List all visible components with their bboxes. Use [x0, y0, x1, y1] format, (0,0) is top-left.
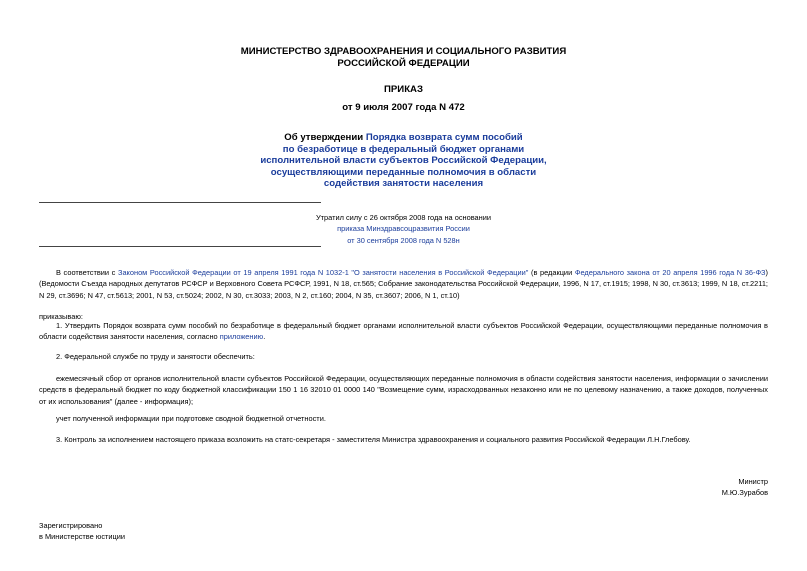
ministry-title-line1: МИНИСТЕРСТВО ЗДРАВООХРАНЕНИЯ И СОЦИАЛЬНОГО РАЗВИТИЯ: [240, 46, 567, 57]
subject-prefix: Об утверждении: [284, 132, 366, 143]
repeal-order-link-date[interactable]: от 30 сентября 2008 года N 528н: [347, 235, 460, 245]
item-2-accounting-text: учет полученной информации при подготовке сводной бюджетной отчетности.: [56, 414, 326, 423]
ministry-title-line2: РОССИЙСКОЙ ФЕДЕРАЦИИ: [337, 57, 470, 69]
appendix-link[interactable]: приложению: [219, 332, 264, 342]
paragraph-item-2-monthly: [39, 373, 768, 407]
subject-link-line4[interactable]: осуществляющими переданные полномочия в области: [270, 166, 537, 178]
paragraph-item-1: [39, 320, 768, 343]
item-2-text: 2. Федеральной службе по труду и занятости обеспечить:: [56, 352, 255, 361]
item-1-text-end: .: [263, 332, 266, 342]
divider-bottom: [39, 246, 321, 247]
paragraph-item-3: [39, 434, 768, 445]
paragraph-order-word: приказываю:: [39, 312, 83, 321]
repeal-order-link[interactable]: приказа Минздравсоцразвития России: [337, 224, 470, 234]
registration-block: [39, 520, 125, 543]
registration-line1: Зарегистрировано: [39, 521, 103, 530]
document-type: ПРИКАЗ: [384, 84, 423, 95]
item-1-text: 1. Утвердить Порядок возврата сумм пособий по безработице в федеральный бюджет органами исполнительной власти субъектов Российской Федерации, осуществляющими переданные полномочия в области содействия занятости населения, согласно: [39, 321, 768, 342]
legal-basis-text-start: В соответствии с: [56, 268, 118, 277]
document-date-number: от 9 июля 2007 года N 472: [342, 102, 465, 113]
signature-name: М.Ю.Зурабов: [721, 488, 768, 498]
divider-top: [39, 202, 321, 203]
subject-link-line3[interactable]: исполнительной власти субъектов Российской Федерации,: [260, 155, 547, 166]
legal-basis-text-end: ) (Ведомости Съезда народных депутатов РСФСР и Верховного Совета РСФСР, 1991, N 18, ст.565; Собрание законодательства Российской Федерации, 1996, N 17, ст.1915; 1998, N 30, ст.3613; 1999, N 18, ст.2211; N 29, ст.3696; N 47, ст.5613; 2001, N 53, ст.5024; 2002, N 30, ст.3033; 2003, N 2, ст.160; 2004, N 35, ст.3607; 2006, N 1, ст.10): [39, 268, 768, 300]
registration-line2: в Министерстве юстиции: [39, 532, 126, 542]
ministry-title: [0, 46, 807, 69]
document-subject: [0, 132, 807, 190]
employment-law-link[interactable]: Законом Российской Федерации от 19 апреля 1991 года N 1032-1 "О занятости населения в Российской Федерации": [117, 268, 529, 277]
repeal-notice-text: Утратил силу с 26 октября 2008 года на основании: [315, 213, 492, 222]
paragraph-item-2: [39, 351, 768, 362]
legal-basis-text-mid: (в редакции: [528, 268, 575, 277]
signature-block: [722, 476, 768, 499]
signature-title: Министр: [738, 477, 768, 486]
item-2-monthly-text: ежемесячный сбор от органов исполнительной власти субъектов Российской Федерации, осуществляющих переданные полномочия в области содействия занятости населения, информации о зачислении средств в федеральный бюджет по коду бюджетной классификации 150 1 16 32010 01 0000 140 "Возмещение сумм, израсходованных незаконно или не по целевому назначению, а также доходов, полученных от их использования" (далее - информация);: [39, 374, 768, 406]
subject-procedure-link[interactable]: Порядка возврата сумм пособий: [365, 132, 523, 143]
repeal-notice: [0, 212, 807, 246]
subject-link-line5[interactable]: содействия занятости населения: [323, 178, 484, 189]
paragraph-legal-basis: [39, 267, 768, 301]
federal-law-36fz-link[interactable]: Федерального закона от 20 апреля 1996 года N 36-ФЗ: [574, 268, 766, 277]
subject-link-line2[interactable]: по безработице в федеральный бюджет органами: [282, 143, 525, 155]
paragraph-item-2-accounting: [39, 413, 768, 424]
item-3-text: 3. Контроль за исполнением настоящего приказа возложить на статс-секретаря - заместителя Министра здравоохранения и социального развития Российской Федерации Л.Н.Глебову.: [56, 435, 691, 444]
